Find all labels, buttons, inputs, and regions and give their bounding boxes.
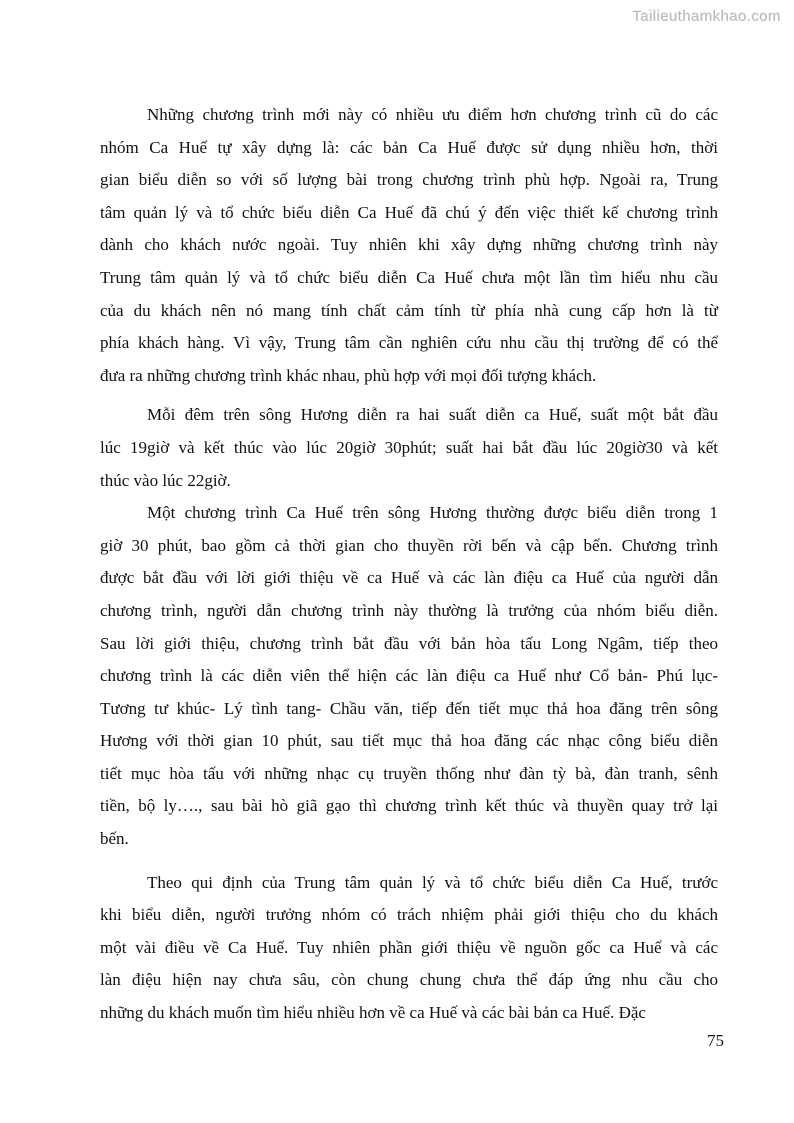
text-line: Trung tâm quản lý và tổ chức biểu diễn Ca Huế chưa một lần tìm hiểu nhu cầu [100, 267, 718, 287]
text-line: Một chương trình Ca Huế trên sông Hương thường được biểu diễn trong 1 [147, 503, 718, 523]
text-line: Sau lời giới thiệu, chương trình bắt đầu với bản hòa tấu Long Ngâm, tiếp theo [100, 633, 718, 653]
text-line: bến. [100, 829, 129, 849]
text-line: của du khách nên nó mang tính chất cảm tính từ phía nhà cung cấp hơn là từ [100, 300, 718, 320]
text-line: được bắt đầu với lời giới thiệu về ca Huế và các làn điệu ca Huế của người dẫn [100, 568, 718, 588]
text-line: Hương với thời gian 10 phút, sau tiết mục thả hoa đăng các nhạc công biểu diễn [100, 731, 718, 751]
text-line: lúc 19giờ và kết thúc vào lúc 20giờ 30phút; suất hai bắt đầu lúc 20giờ30 và kết [100, 437, 718, 457]
text-line: Những chương trình mới này có nhiều ưu điểm hơn chương trình cũ do các [147, 105, 718, 124]
text-line: thúc vào lúc 22giờ. [100, 470, 231, 490]
text-line: giờ 30 phút, bao gồm cả thời gian cho thuyền rời bến và cập bến. Chương trình [100, 535, 718, 555]
text-line: dành cho khách nước ngoài. Tuy nhiên khi xây dựng những chương trình này [100, 235, 718, 255]
watermark: Tailieuthamkhao.com [632, 8, 781, 25]
paragraph [100, 497, 718, 856]
text-line: phía khách hàng. Vì vậy, Trung tâm cần nghiên cứu nhu cầu thị trường để có thể [100, 333, 718, 353]
text-line: một vài điều về Ca Huế. Tuy nhiên phần giới thiệu về nguồn gốc ca Huế và các [100, 937, 718, 957]
text-line: tiết mục hòa tấu với những nhạc cụ truyền thống như đàn tỳ bà, đàn tranh, sênh [100, 763, 718, 783]
text-line: Tương tư khúc- Lý tình tang- Chầu văn, tiếp đến tiết mục thả hoa đăng trên sông [100, 698, 718, 718]
text-line: chương trình là các diễn viên thể hiện các làn điệu ca Huế như Cổ bản- Phú lục- [100, 666, 718, 686]
paragraph [100, 399, 718, 497]
text-line: tâm quản lý và tổ chức biểu diễn Ca Huế đã chú ý đến việc thiết kế chương trình [100, 202, 718, 222]
text-line: những du khách muốn tìm hiểu nhiều hơn về ca Huế và các bài bản ca Huế. Đặc [100, 1003, 646, 1023]
text-line: Mỗi đêm trên sông Hương diễn ra hai suất diễn ca Huế, suất một bắt đầu [147, 405, 718, 425]
text-line: chương trình, người dẫn chương trình này thường là trưởng của nhóm biểu diễn. [100, 600, 718, 620]
text-line: làn điệu hiện nay chưa sâu, còn chung chung chưa thể đáp ứng nhu cầu cho [100, 970, 718, 990]
text-line: đưa ra những chương trình khác nhau, phù hợp với mọi đối tượng khách. [100, 365, 597, 385]
page-number: 75 [707, 1031, 724, 1050]
text-line: nhóm Ca Huế tự xây dựng là: các bản Ca Huế được sử dụng nhiều hơn, thời [100, 137, 718, 157]
text-line: Theo qui định của Trung tâm quản lý và tổ chức biểu diễn Ca Huế, trước [147, 872, 718, 892]
paragraph [100, 867, 718, 1030]
text-line: tiền, bộ ly…., sau bài hò giã gạo thì chương trình kết thúc và thuyền quay trở lại [100, 796, 718, 816]
paragraph [100, 99, 718, 392]
document-body [100, 99, 718, 1030]
text-line: gian biểu diễn so với số lượng bài trong chương trình phù hợp. Ngoài ra, Trung [100, 170, 718, 190]
text-line: khi biểu diễn, người trưởng nhóm có trách nhiệm phải giới thiệu cho du khách [100, 905, 718, 925]
